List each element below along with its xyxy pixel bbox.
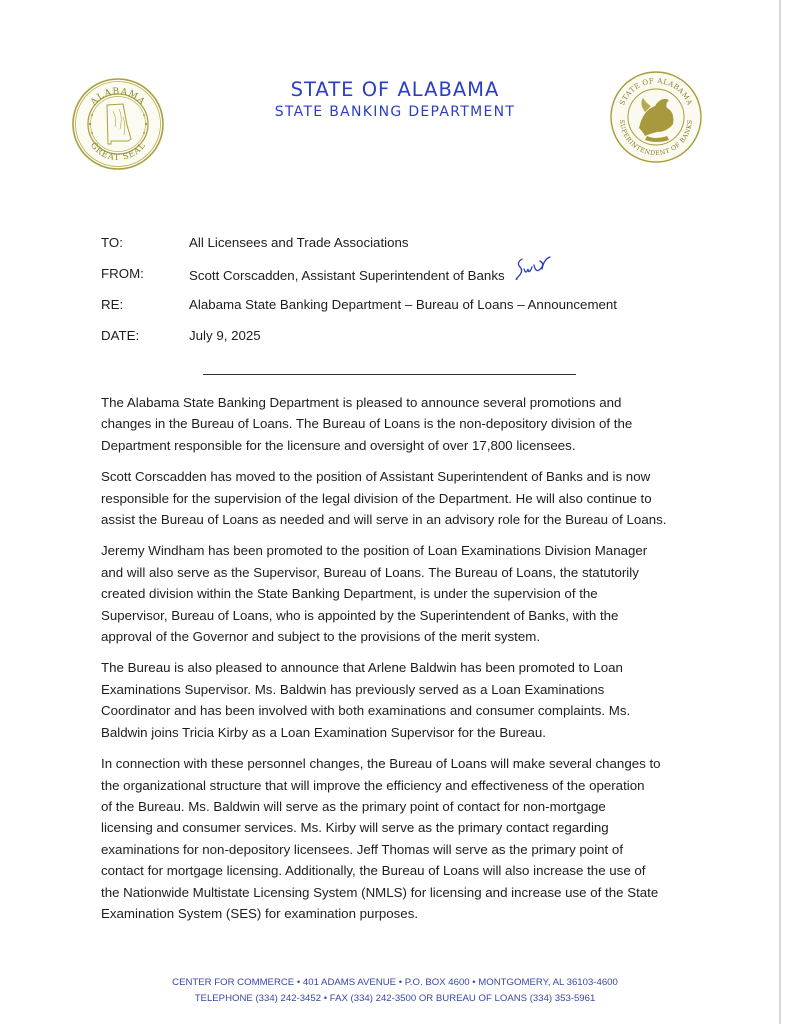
- body-line: the Nationwide Multistate Licensing System (NMLS) for licensing and increase use of the State: [101, 884, 659, 900]
- signature-icon: [512, 255, 552, 288]
- body-line: Jeremy Windham has been promoted to the position of Loan Examinations Division Manager: [101, 543, 648, 559]
- memo-from-value: Scott Corscadden, Assistant Superintendent of Banks: [189, 268, 505, 284]
- body-line: changes in the Bureau of Loans. The Bureau of Loans is the non-depository division of the: [101, 416, 633, 432]
- body-line: Baldwin joins Tricia Kirby as a Loan Examination Supervisor for the Bureau.: [101, 724, 546, 740]
- page-edge-line: [779, 0, 781, 1024]
- body-line: and will also serve as the Supervisor, Bureau of Loans. The Bureau of Loans, the statutorily: [101, 564, 639, 580]
- letterhead-title: STATE OF ALABAMA: [290, 78, 500, 101]
- body-paragraph: [101, 392, 701, 456]
- memo-date-value: July 9, 2025: [189, 328, 261, 343]
- memo-from-label: FROM:: [101, 266, 144, 281]
- memo-re-label: RE:: [101, 297, 124, 312]
- seal-top-text: STATE OF ALABAMA: [618, 76, 694, 107]
- body-line: Department responsible for the licensure and oversight of over 17,800 licensees.: [101, 437, 576, 453]
- memo-to-value: All Licensees and Trade Associations: [189, 235, 409, 250]
- seal-bottom-text: GREAT SEAL: [87, 140, 149, 164]
- body-line: created division within the State Banking Department, is under the supervision of the: [101, 586, 598, 602]
- body-line: In connection with these personnel changes, the Bureau of Loans will make several changes to: [101, 756, 661, 772]
- body-line: Supervisor, Bureau of Loans, who is appointed by the Superintendent of Banks, with the: [101, 607, 619, 623]
- body-line: Scott Corscadden has moved to the position of Assistant Superintendent of Banks and is now: [101, 469, 651, 485]
- body-line: Coordinator and has been involved with both examinations and consumer complaints. Ms.: [101, 703, 631, 719]
- superintendent-of-banks-seal-icon: [609, 70, 703, 164]
- body-paragraph: [101, 753, 701, 924]
- body-paragraph: [101, 657, 701, 743]
- body-line: Examination System (SES) for examination purposes.: [101, 905, 419, 921]
- header-divider: [203, 374, 576, 375]
- footer-address: CENTER FOR COMMERCE • 401 ADAMS AVENUE • P.O. BOX 4600 • MONTGOMERY, AL 36103-4600: [172, 977, 618, 988]
- memo-re-value: Alabama State Banking Department – Bureau of Loans – Announcement: [189, 297, 617, 312]
- body-line: responsible for the supervision of the legal division of the Department. He will also continue to: [101, 490, 652, 506]
- memo-date-label: DATE:: [101, 328, 140, 343]
- body-line: licensing and consumer services. Ms. Kirby will serve as the primary contact regarding: [101, 820, 609, 836]
- body-line: The Alabama State Banking Department is pleased to announce several promotions and: [101, 395, 622, 410]
- body-line: contact for mortgage licensing. Additionally, the Bureau of Loans will also increase the use of: [101, 863, 646, 879]
- alabama-great-seal-icon: [71, 77, 165, 171]
- body-line: approval of the Governor and subject to the provisions of the merit system.: [101, 629, 541, 645]
- body-line: examinations for non-depository licensees. Jeff Thomas will serve as the primary point of: [101, 841, 624, 857]
- letterhead-subtitle: STATE BANKING DEPARTMENT: [274, 104, 516, 120]
- body-paragraph: [101, 466, 701, 530]
- body-line: The Bureau is also pleased to announce that Arlene Baldwin has been promoted to Loan: [101, 660, 623, 676]
- body-line: assist the Bureau of Loans as needed and will serve in an advisory role for the Bureau of Loans.: [101, 512, 667, 528]
- body-line: the organizational structure that will improve the efficiency and effectiveness of the operation: [101, 777, 645, 793]
- memo-body: [101, 392, 701, 934]
- body-paragraph: [101, 540, 701, 647]
- seal-top-text: ALABAMA: [89, 86, 147, 108]
- seal-bottom-text: SUPERINTENDENT OF BANKS: [617, 119, 695, 158]
- body-line: of the Bureau. Ms. Baldwin will serve as the primary point of contact for non-mortgage: [101, 798, 606, 814]
- body-line: Examinations Supervisor. Ms. Baldwin has previously served as a Loan Examinations: [101, 681, 605, 697]
- memo-to-label: TO:: [101, 235, 123, 250]
- footer-phone: TELEPHONE (334) 242-3452 • FAX (334) 242-3500 OR BUREAU OF LOANS (334) 353-5961: [194, 993, 596, 1004]
- memo-from-value-wrap: [189, 265, 552, 288]
